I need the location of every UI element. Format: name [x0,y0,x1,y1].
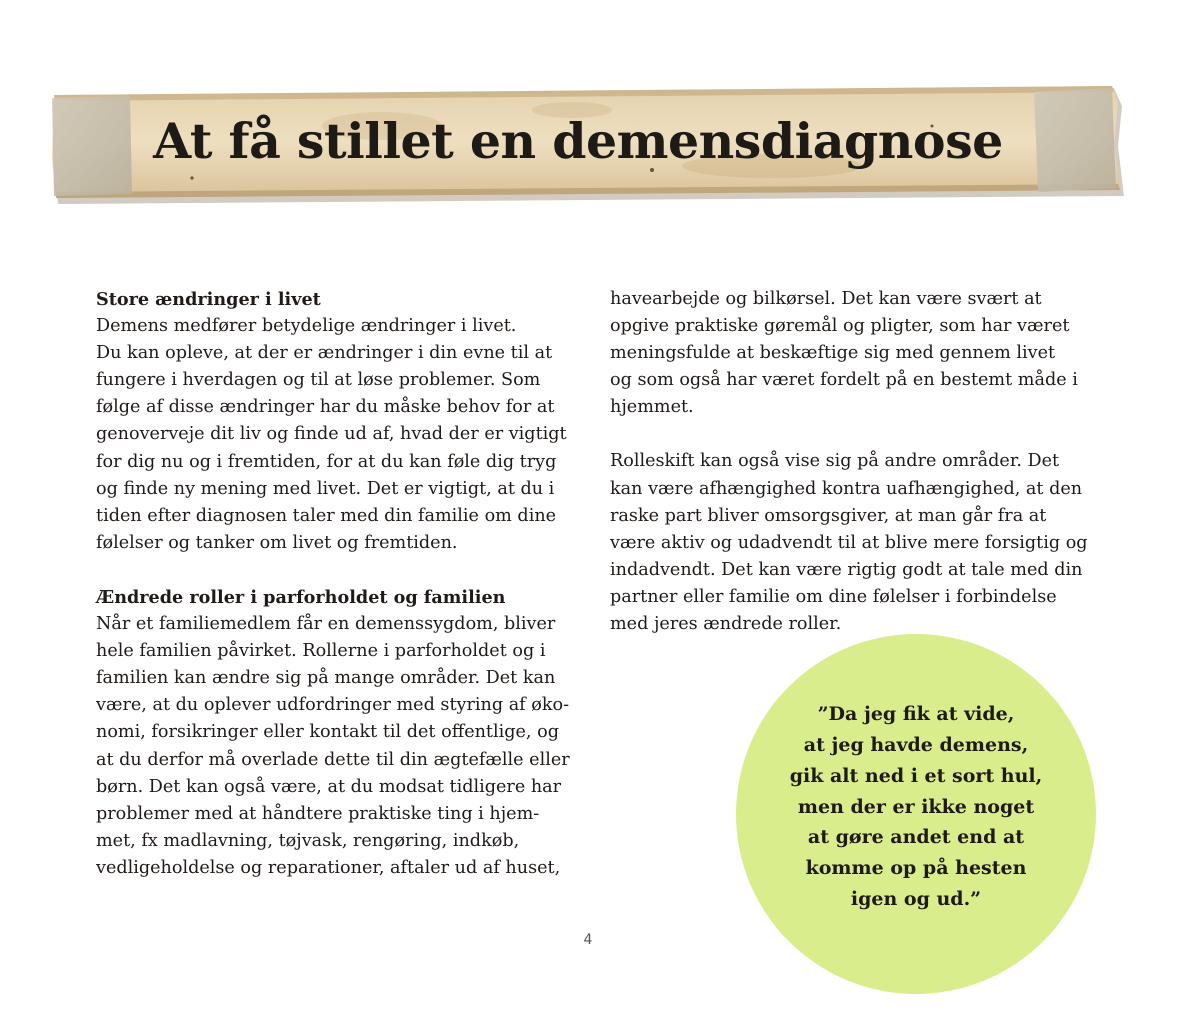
right-column [610,286,1100,638]
quote-line: igen og ud.” [850,887,982,910]
body-line: familien kan ændre sig på mange områder. Det kan [96,668,556,689]
body-line: tiden efter diagnosen taler med din familie om dine [96,505,557,526]
quote-circle [736,634,1096,994]
pull-quote [781,699,1051,915]
body-line: indadvendt. Det kan være rigtig godt at tale med din [610,559,1083,580]
body-line: genoverveje dit liv og finde ud af, hvad der er vigtigt [96,424,567,445]
quote-line: komme op på hesten [805,857,1027,880]
paragraph-gap [610,421,1100,448]
body-line: fungere i hverdagen og til at løse problemer. Som [96,370,541,391]
body-line: være aktiv og udadvendt til at blive mere forsigtig og [610,532,1088,553]
left-column [96,286,576,882]
body-line: og som også har været fordelt på en bestemt måde i [610,370,1078,391]
page-number: 4 [583,932,593,948]
body-line: kan være afhængighed kontra uafhængighed, at den [610,478,1083,499]
body-line: meningsfulde at beskæftige sig med gennem livet [610,343,1056,364]
body-line: nomi, forsikringer eller kontakt til det offentlige, og [96,722,559,743]
body-line: opgive praktiske gøremål og pligter, som har været [610,316,1070,337]
body-line: Når et familiemedlem får en demenssygdom, bliver [96,614,556,635]
page-title: At få stillet en demensdiagnose [153,112,1003,170]
quote-line: gik alt ned i et sort hul, [789,764,1043,787]
quote-line: at jeg havde demens, [803,734,1029,756]
body-line: følelser og tanker om livet og fremtiden. [96,532,458,553]
body-line: partner eller familie om dine følelser i forbindelse [610,586,1057,607]
body-line: med jeres ændrede roller. [610,614,842,635]
body-line: at du derfor må overlade dette til din ægtefælle eller [96,749,570,770]
body-line: met, fx madlavning, tøjvask, rengøring, indkøb, [96,830,520,851]
body-line: Du kan opleve, at der er ændringer i din evne til at [96,343,553,364]
body-line: Rolleskift kan også vise sig på andre områder. Det [610,451,1060,472]
paragraph-gap [96,557,576,584]
body-line: børn. Det kan også være, at du modsat tidligere har [96,776,562,797]
body-line: raske part bliver omsorgsgiver, at man går fra at [610,505,1047,526]
quote-line: at gøre andet end at [807,826,1025,849]
title-banner [52,86,1124,204]
quote-line: men der er ikke noget [797,795,1035,818]
body-line: vedligeholdelse og reparationer, aftaler ud af huset, [96,857,561,878]
quote-line: ”Da jeg fik at vide, [817,703,1015,726]
body-line: og finde ny mening med livet. Det er vigtigt, at du i [96,478,555,499]
section-heading-aendrede-roller: Ændrede roller i parforholdet og familien [96,586,506,608]
section-heading-store-aendringer: Store ændringer i livet [96,289,321,310]
body-line: hele familien påvirket. Rollerne i parforholdet og i [96,641,546,662]
body-line: hjemmet. [610,397,694,418]
body-line: havearbejde og bilkørsel. Det kan være svært at [610,289,1042,309]
body-line: for dig nu og i fremtiden, for at du kan føle dig tryg [96,451,557,472]
body-line: følge af disse ændringer har du måske behov for at [96,397,555,418]
body-line: problemer med at håndtere praktiske ting i hjem- [96,803,540,824]
body-line: Demens medfører betydelige ændringer i livet. [96,316,517,337]
body-line: være, at du oplever udfordringer med styring af øko- [96,695,570,716]
